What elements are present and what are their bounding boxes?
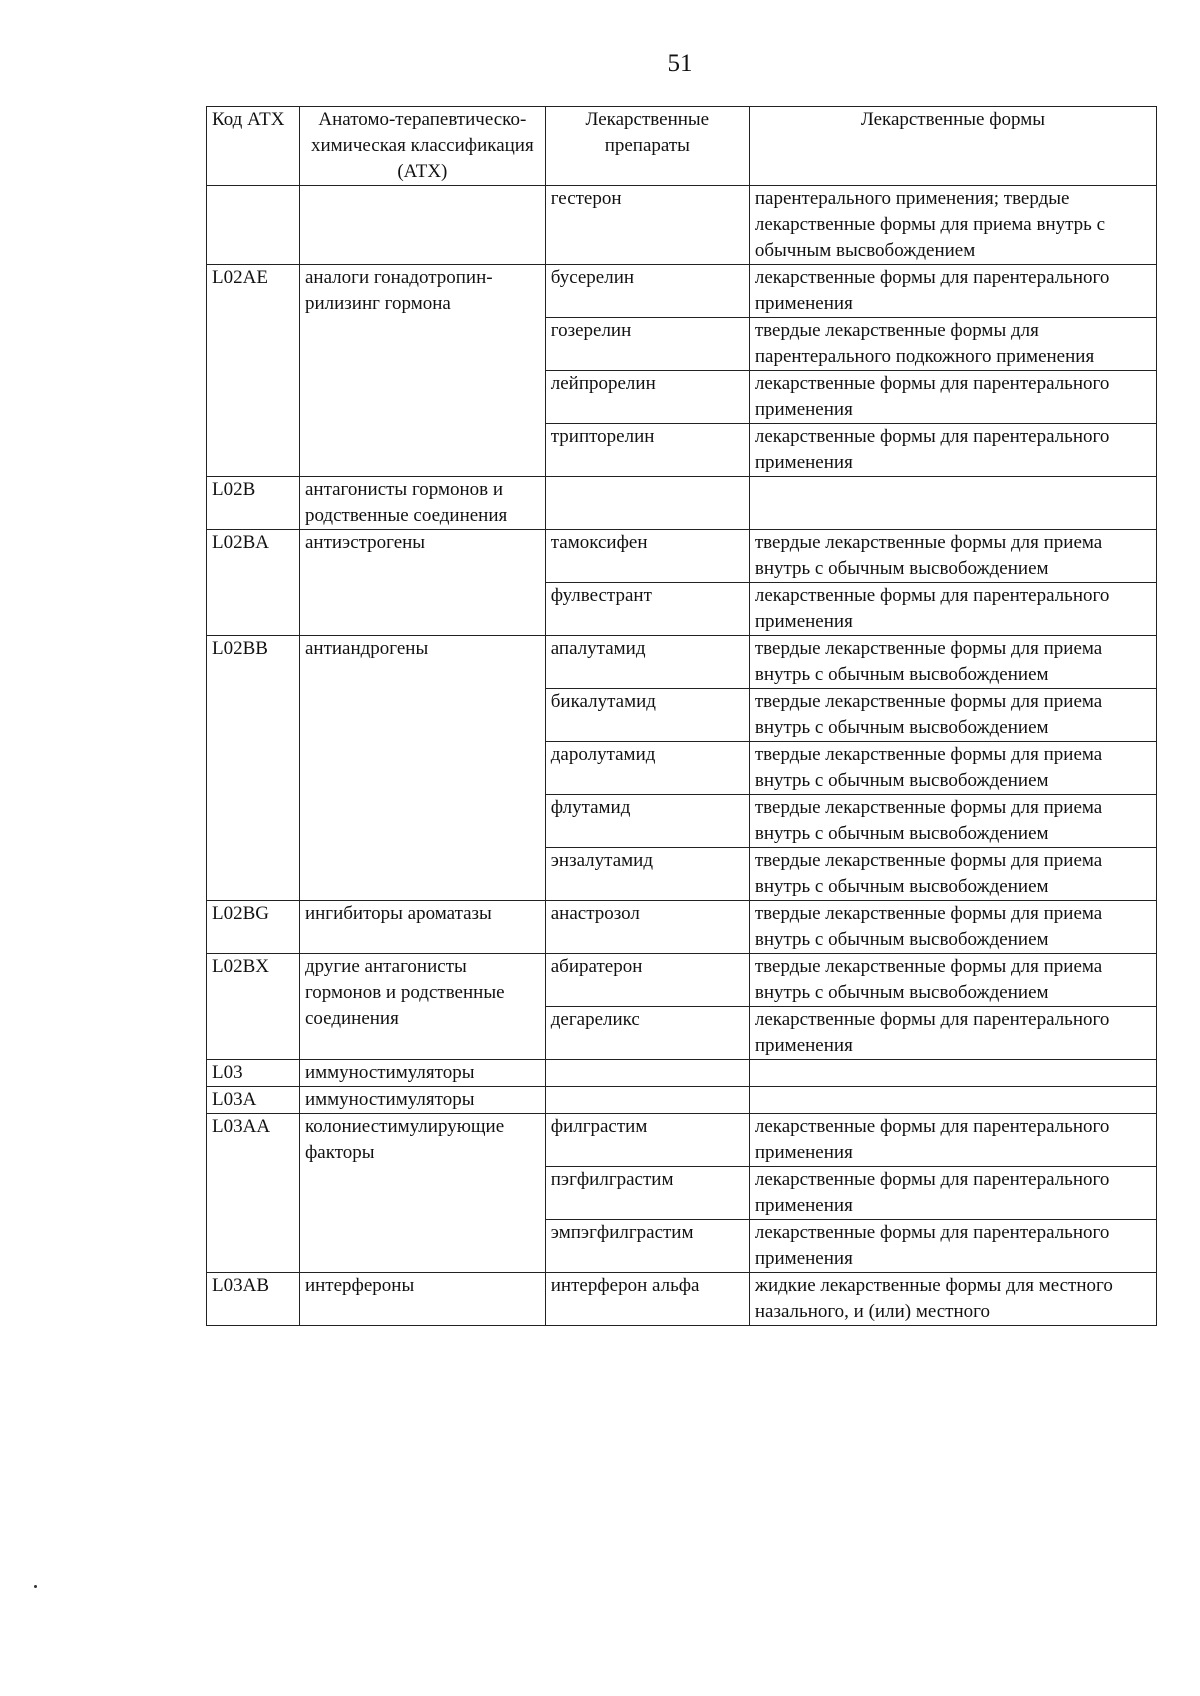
cell-code: L03AB bbox=[207, 1273, 300, 1326]
cell-drug: фулвестрант bbox=[545, 583, 749, 636]
cell-code: L02AE bbox=[207, 265, 300, 477]
cell-drug bbox=[545, 1060, 749, 1087]
cell-form: твердые лекарственные формы для приема внутрь с обычным высвобождением bbox=[749, 636, 1156, 689]
cell-form: твердые лекарственные формы для парентерального подкожного применения bbox=[749, 318, 1156, 371]
cell-drug: бусерелин bbox=[545, 265, 749, 318]
cell-drug: апалутамид bbox=[545, 636, 749, 689]
cell-code: L02BG bbox=[207, 901, 300, 954]
cell-drug: анастрозол bbox=[545, 901, 749, 954]
cell-form: твердые лекарственные формы для приема внутрь с обычным высвобождением bbox=[749, 901, 1156, 954]
cell-form bbox=[749, 1087, 1156, 1114]
cell-drug: тамоксифен bbox=[545, 530, 749, 583]
table-row bbox=[207, 1087, 1157, 1114]
cell-form: лекарственные формы для парентерального применения bbox=[749, 1007, 1156, 1060]
cell-drug: пэгфилграстим bbox=[545, 1167, 749, 1220]
cell-form: твердые лекарственные формы для приема внутрь с обычным высвобождением bbox=[749, 848, 1156, 901]
cell-atc: антиандрогены bbox=[299, 636, 545, 901]
cell-code: L02BA bbox=[207, 530, 300, 636]
cell-form: лекарственные формы для парентерального применения bbox=[749, 1167, 1156, 1220]
page-number: 51 bbox=[667, 50, 693, 77]
cell-code bbox=[207, 186, 300, 265]
cell-form: лекарственные формы для парентерального применения bbox=[749, 265, 1156, 318]
header-code: Код АТХ bbox=[207, 107, 300, 186]
cell-drug bbox=[545, 477, 749, 530]
cell-form: лекарственные формы для парентерального применения bbox=[749, 1114, 1156, 1167]
table-row bbox=[207, 265, 1157, 318]
cell-atc: антиэстрогены bbox=[299, 530, 545, 636]
table-row bbox=[207, 954, 1157, 1007]
cell-drug: энзалутамид bbox=[545, 848, 749, 901]
cell-drug: дегареликс bbox=[545, 1007, 749, 1060]
cell-atc: колониестимулирующие факторы bbox=[299, 1114, 545, 1273]
cell-atc: ингибиторы ароматазы bbox=[299, 901, 545, 954]
cell-form: твердые лекарственные формы для приема внутрь с обычным высвобождением bbox=[749, 795, 1156, 848]
cell-atc: другие антагонисты гормонов и родственные соединения bbox=[299, 954, 545, 1060]
cell-code: L02BX bbox=[207, 954, 300, 1060]
cell-form: лекарственные формы для парентерального применения bbox=[749, 371, 1156, 424]
cell-form: жидкие лекарственные формы для местного назального, и (или) местного bbox=[749, 1273, 1156, 1326]
cell-drug: даролутамид bbox=[545, 742, 749, 795]
cell-drug: интерферон альфа bbox=[545, 1273, 749, 1326]
cell-code: L03AA bbox=[207, 1114, 300, 1273]
table-row bbox=[207, 477, 1157, 530]
cell-atc: иммуностимуляторы bbox=[299, 1087, 545, 1114]
table-row bbox=[207, 636, 1157, 689]
cell-code: L02BB bbox=[207, 636, 300, 901]
cell-form: лекарственные формы для парентерального применения bbox=[749, 583, 1156, 636]
cell-form: твердые лекарственные формы для приема внутрь с обычным высвобождением bbox=[749, 530, 1156, 583]
cell-form: твердые лекарственные формы для приема внутрь с обычным высвобождением bbox=[749, 689, 1156, 742]
table-row bbox=[207, 1273, 1157, 1326]
atc-table bbox=[206, 106, 1157, 1326]
cell-drug: лейпрорелин bbox=[545, 371, 749, 424]
cell-form: лекарственные формы для парентерального применения bbox=[749, 1220, 1156, 1273]
cell-code: L03A bbox=[207, 1087, 300, 1114]
cell-drug: флутамид bbox=[545, 795, 749, 848]
table-row bbox=[207, 530, 1157, 583]
cell-atc: иммуностимуляторы bbox=[299, 1060, 545, 1087]
cell-drug: абиратерон bbox=[545, 954, 749, 1007]
cell-form bbox=[749, 1060, 1156, 1087]
table-row bbox=[207, 901, 1157, 954]
cell-code: L02B bbox=[207, 477, 300, 530]
table-row bbox=[207, 1114, 1157, 1167]
cell-form: твердые лекарственные формы для приема внутрь с обычным высвобождением bbox=[749, 954, 1156, 1007]
cell-drug: гестерон bbox=[545, 186, 749, 265]
cell-code: L03 bbox=[207, 1060, 300, 1087]
cell-atc: интерфероны bbox=[299, 1273, 545, 1326]
cell-form: твердые лекарственные формы для приема внутрь с обычным высвобождением bbox=[749, 742, 1156, 795]
cell-drug: трипторелин bbox=[545, 424, 749, 477]
cell-drug: гозерелин bbox=[545, 318, 749, 371]
scan-speck bbox=[34, 1585, 37, 1588]
table-row bbox=[207, 186, 1157, 265]
cell-atc: аналоги гонадотропин-рилизинг гормона bbox=[299, 265, 545, 477]
cell-drug: эмпэгфилграстим bbox=[545, 1220, 749, 1273]
cell-drug: филграстим bbox=[545, 1114, 749, 1167]
cell-drug bbox=[545, 1087, 749, 1114]
cell-form: лекарственные формы для парентерального применения bbox=[749, 424, 1156, 477]
table-header-row bbox=[207, 107, 1157, 186]
cell-atc: антагонисты гормонов и родственные соединения bbox=[299, 477, 545, 530]
header-forms: Лекарственные формы bbox=[749, 107, 1156, 186]
cell-drug: бикалутамид bbox=[545, 689, 749, 742]
cell-form bbox=[749, 477, 1156, 530]
cell-atc bbox=[299, 186, 545, 265]
cell-form: парентерального применения; твердые лекарственные формы для приема внутрь с обычным высвобождением bbox=[749, 186, 1156, 265]
header-drugs: Лекарственные препараты bbox=[545, 107, 749, 186]
table-row bbox=[207, 1060, 1157, 1087]
header-atc: Анатомо-терапевтическо-химическая классификация (АТХ) bbox=[299, 107, 545, 186]
